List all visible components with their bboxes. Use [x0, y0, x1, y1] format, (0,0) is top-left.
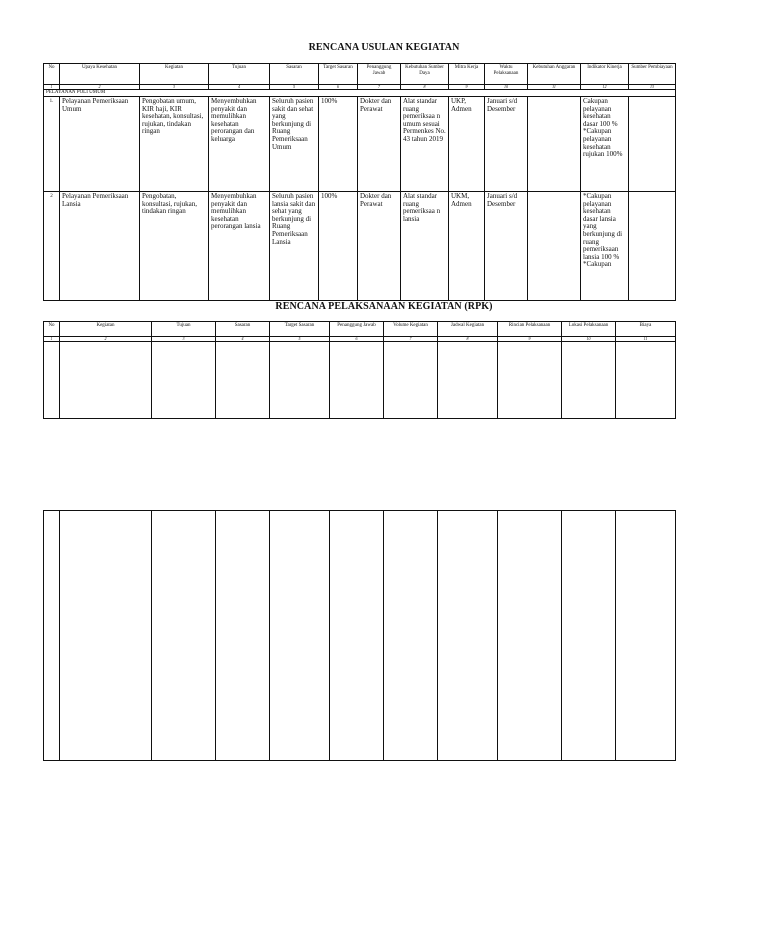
- cell-tujuan: Menyembuhkan penyakit dan memulihkan kesehatan perorangan lansia: [209, 192, 270, 301]
- empty-cell: [216, 342, 270, 419]
- cell-target: 100%: [319, 97, 358, 192]
- column-number: 8: [401, 85, 449, 90]
- ruk-section-row: [44, 90, 676, 97]
- column-number: 1: [44, 85, 60, 90]
- rpk-header-cell: Tujuan: [152, 322, 216, 337]
- ruk-header-cell: Waktu Pelaksanaan: [485, 64, 528, 85]
- cell-mitra: UKM, Admen: [449, 192, 485, 301]
- cell-indikator: *Cakupan pelayanan kesehatan dasar lansia yang berkunjung di ruang pemeriksaan lansia 100 % *Cakupan: [581, 192, 629, 301]
- cell-penanggung-jawab: Dokter dan Perawat: [358, 192, 401, 301]
- cell-kegiatan: Pengobatan umum, KIR haji, KIR kesehatan, konsultasi, rujukan, tindakan ringan: [140, 97, 209, 192]
- column-number: 6: [319, 85, 358, 90]
- cell-sasaran: Seluruh pasien sakit dan sehat yang berkunjung di Ruang Pemeriksaan Umum: [270, 97, 319, 192]
- column-number: 4: [209, 85, 270, 90]
- ruk-header-cell: Tujuan: [209, 64, 270, 85]
- empty-cell: [384, 342, 438, 419]
- column-number: 3: [152, 337, 216, 342]
- column-number: 10: [485, 85, 528, 90]
- column-number: 12: [581, 85, 629, 90]
- ruk-header-cell: Target Sasaran: [319, 64, 358, 85]
- empty-cell: [152, 342, 216, 419]
- rpk-header-cell: Target Sasaran: [270, 322, 330, 337]
- cell-anggaran: [528, 192, 581, 301]
- rpk-header-cell: Lokasi Pelaksanaan: [562, 322, 616, 337]
- cell-upaya: Pelayanan Pemeriksaan Umum: [60, 97, 140, 192]
- rpk-header-cell: Penanggung Jawab: [330, 322, 384, 337]
- cell-pembiayaan: [629, 192, 676, 301]
- rpk-table: [43, 321, 676, 419]
- rpk-header-cell: Rincian Pelaksanaan: [498, 322, 562, 337]
- column-number: 13: [629, 85, 676, 90]
- column-number: 5: [270, 337, 330, 342]
- column-number: 7: [358, 85, 401, 90]
- column-number: 11: [616, 337, 676, 342]
- cell-tujuan: Menyembuhkan penyakit dan memulihkan kesehatan perorangan dan keluarga: [209, 97, 270, 192]
- empty-cell: [438, 342, 498, 419]
- ruk-header-cell: Mitra Kerja: [449, 64, 485, 85]
- empty-cell: [562, 511, 616, 761]
- cell-sasaran: Seluruh pasien lansia sakit dan sehat yang berkunjung di Ruang Pemeriksaan Lansia: [270, 192, 319, 301]
- cell-anggaran: [528, 97, 581, 192]
- cell-kegiatan: Pengobatan, konsultasi, rujukan, tindakan ringan: [140, 192, 209, 301]
- rpk-header-cell: Biaya: [616, 322, 676, 337]
- rpk-header-cell: Jadwal Kegiatan: [438, 322, 498, 337]
- cell-waktu: Januari s/d Desember: [485, 192, 528, 301]
- empty-cell: [152, 511, 216, 761]
- empty-cell: [270, 342, 330, 419]
- ruk-header-row: [44, 64, 676, 85]
- cell-pembiayaan: [629, 97, 676, 192]
- cell-indikator: Cakupan pelayanan kesehatan dasar 100 % *Cakupan pelayanan kesehatan rujukan 100%: [581, 97, 629, 192]
- empty-cell: [498, 342, 562, 419]
- column-number: 9: [498, 337, 562, 342]
- empty-cell: [438, 511, 498, 761]
- ruk-header-cell: Kegiatan: [140, 64, 209, 85]
- rpk-header-cell: Volume Kegiatan: [384, 322, 438, 337]
- cell-waktu: Januari s/d Desember: [485, 97, 528, 192]
- empty-cell: [616, 511, 676, 761]
- cell-target: 100%: [319, 192, 358, 301]
- ruk-header-cell: Indikator Kinerja: [581, 64, 629, 85]
- empty-cell: [330, 342, 384, 419]
- cell-penanggung-jawab: Dokter dan Perawat: [358, 97, 401, 192]
- cell-sumber-daya: Alat standar ruang pemeriksaa n umum sesuai Permenkes No. 43 tahun 2019: [401, 97, 449, 192]
- rpk-continuation-table: [43, 510, 676, 761]
- column-number: 2: [60, 85, 140, 90]
- table-row: [44, 342, 676, 419]
- row-number: 2: [44, 192, 60, 301]
- ruk-table: [43, 63, 676, 301]
- ruk-header-cell: Upaya Kesehatan: [60, 64, 140, 85]
- empty-cell: [384, 511, 438, 761]
- column-number: 9: [449, 85, 485, 90]
- cell-mitra: UKP, Admen: [449, 97, 485, 192]
- rpk-header-row: [44, 322, 676, 337]
- empty-cell: [270, 511, 330, 761]
- column-number: 1: [44, 337, 60, 342]
- column-number: 5: [270, 85, 319, 90]
- empty-cell: [44, 342, 60, 419]
- column-number: 7: [384, 337, 438, 342]
- column-number: 6: [330, 337, 384, 342]
- empty-cell: [330, 511, 384, 761]
- section-label: PELAYANAN POLI UMUM: [44, 90, 676, 97]
- column-number: 3: [140, 85, 209, 90]
- empty-cell: [498, 511, 562, 761]
- empty-cell: [562, 342, 616, 419]
- empty-cell: [60, 342, 152, 419]
- rpk-header-cell: Kegiatan: [60, 322, 152, 337]
- rpk-header-cell: No: [44, 322, 60, 337]
- empty-cell: [616, 342, 676, 419]
- ruk-title: RENCANA USULAN KEGIATAN: [308, 42, 460, 53]
- empty-cell: [44, 511, 60, 761]
- table-row: [44, 511, 676, 761]
- ruk-header-cell: Sumber Pembiayaan: [629, 64, 676, 85]
- empty-cell: [60, 511, 152, 761]
- rpk-title: RENCANA PELAKSANAAN KEGIATAN (RPK): [275, 301, 493, 312]
- ruk-header-cell: Sasaran: [270, 64, 319, 85]
- row-number: 1.: [44, 97, 60, 192]
- table-row: [44, 192, 676, 301]
- empty-cell: [216, 511, 270, 761]
- cell-sumber-daya: Alat standar ruang pemeriksaa n lansia: [401, 192, 449, 301]
- column-number: 4: [216, 337, 270, 342]
- table-row: [44, 97, 676, 192]
- ruk-header-cell: No: [44, 64, 60, 85]
- ruk-header-cell: Kebutuhan Sumber Daya: [401, 64, 449, 85]
- column-number: 8: [438, 337, 498, 342]
- column-number: 10: [562, 337, 616, 342]
- column-number: 2: [60, 337, 152, 342]
- ruk-header-cell: Penanggung Jawab: [358, 64, 401, 85]
- column-number: 11: [528, 85, 581, 90]
- rpk-header-cell: Sasaran: [216, 322, 270, 337]
- cell-upaya: Pelayanan Pemeriksaan Lansia: [60, 192, 140, 301]
- ruk-header-cell: Kebutuhan Anggaran: [528, 64, 581, 85]
